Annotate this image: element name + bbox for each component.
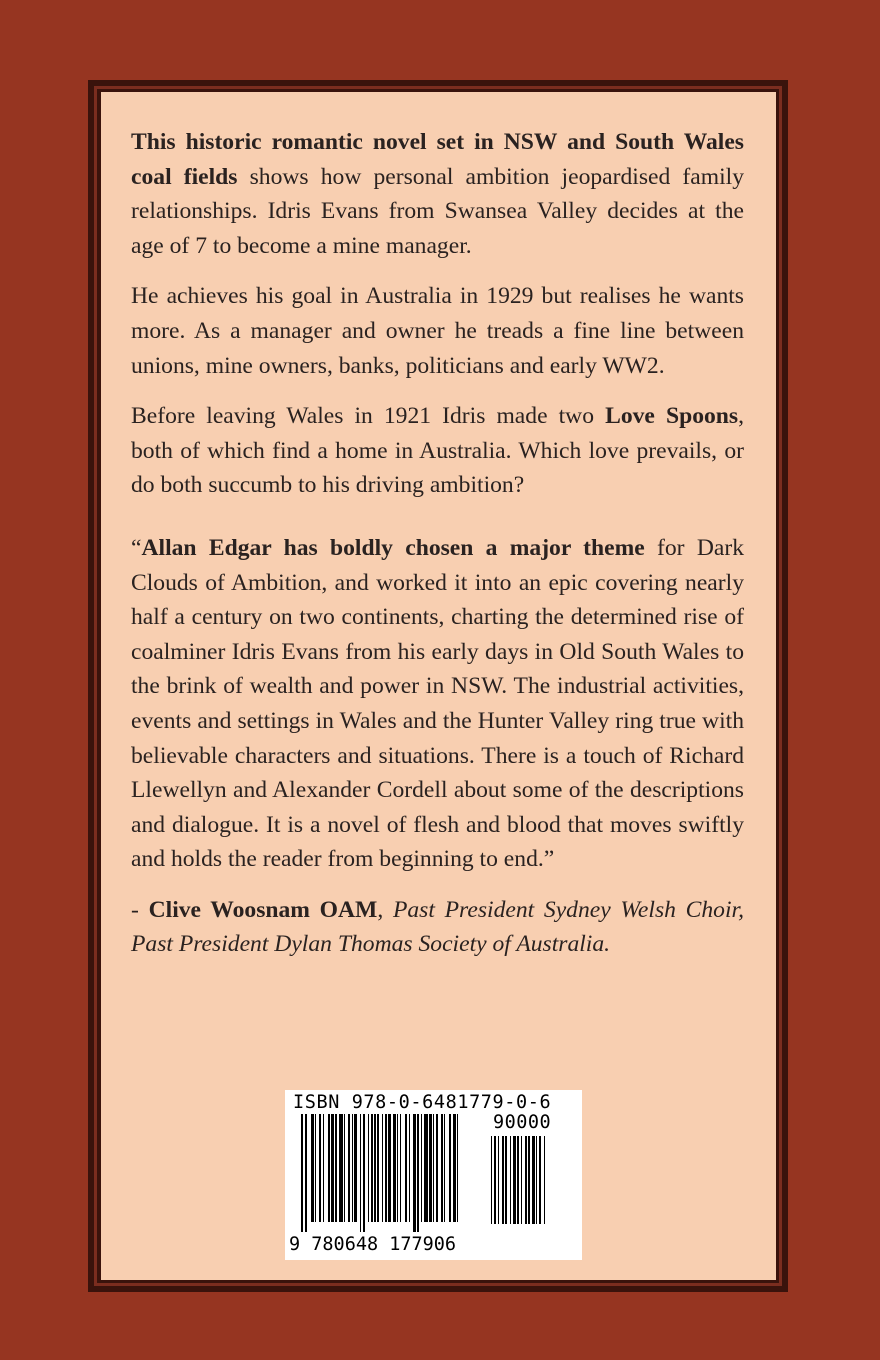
blurb-paragraph-1: This historic romantic novel set in NSW and South Wales coal fields shows how personal ambition jeopardised family relationships. Idris Evans from Swansea Valley decides at the age of 7 to become a mine manager. [131, 129, 745, 259]
barcode-bar [397, 1114, 398, 1222]
barcode-bar [344, 1114, 345, 1222]
addon-barcode-bars [491, 1136, 571, 1224]
barcode-bar [328, 1114, 330, 1222]
ean-barcode-bars [301, 1114, 487, 1232]
barcode-bar [539, 1136, 541, 1224]
barcode-bar [436, 1114, 438, 1222]
blurb-paragraph-2: He achieves his goal in Australia in 1929 but realises he wants more. As a manager and owner he treads a fine line between unions, mine owners, banks, politicians and early WW2. [131, 283, 744, 379]
barcode-bar [374, 1114, 376, 1222]
barcode-bar [371, 1114, 373, 1222]
barcode-bar [385, 1114, 387, 1222]
barcode-bar [449, 1114, 451, 1222]
barcode-bar [360, 1114, 361, 1232]
barcode-bar [429, 1114, 432, 1222]
barcode-bar [544, 1136, 545, 1224]
barcode-bar [301, 1114, 303, 1232]
barcode-bar [335, 1114, 337, 1222]
barcode-bar [331, 1114, 334, 1222]
barcode-bar [525, 1136, 527, 1224]
barcode-bar [388, 1114, 391, 1222]
price-addon-digits: 90000 [493, 1112, 552, 1133]
barcode-bar [494, 1136, 496, 1224]
barcode-bar [433, 1114, 434, 1222]
barcode-bar [510, 1136, 511, 1224]
barcode-bar [352, 1114, 353, 1222]
isbn-barcode [285, 1090, 582, 1260]
barcode-bar [354, 1114, 357, 1222]
barcode-bar [505, 1136, 507, 1224]
barcode-bar [315, 1114, 316, 1222]
blurb-paragraph-3: Before leaving Wales in 1921 Idris made two Love Spoons, both of which find a home in Australia. Which love prevails, or do both succumb to his driving ambition? [131, 403, 744, 499]
barcode-bar [513, 1136, 516, 1224]
cover-text [131, 125, 744, 978]
barcode-bar [491, 1136, 492, 1224]
barcode-bar [393, 1114, 396, 1222]
barcode-bar [521, 1136, 522, 1224]
review-attribution: - Clive Woosnam OAM, Past President Sydney Welsh Choir, Past President Dylan Thomas Society of Australia. [131, 896, 745, 958]
barcode-bar [441, 1114, 443, 1222]
barcode-bar [498, 1136, 499, 1224]
barcode-bar [319, 1114, 321, 1222]
barcode-bar [377, 1114, 379, 1222]
isbn-label: ISBN 978-0-6481779-0-6 [293, 1092, 552, 1113]
barcode-bar [502, 1136, 504, 1224]
barcode-bar [368, 1114, 369, 1222]
barcode-bar [421, 1114, 422, 1222]
barcode-bar [363, 1114, 365, 1232]
barcode-bar [323, 1114, 324, 1222]
barcode-bar [444, 1114, 445, 1222]
barcode-bar [457, 1114, 458, 1222]
review-quote: “Allan Edgar has boldly chosen a major theme for Dark Clouds of Ambition, and worked it into an epic covering nearly half a century on two continents, charting the determined rise of coalminer Idris Evans from his early days in Old South Wales to the brink of wealth and power in NSW. The industrial activities, events and settings in Wales and the Hunter Valley ring true with believable characters and situations. There is a touch of Richard Llewellyn and Alexander Cordell about some of the descriptions and dialogue. It is a novel of flesh and blood that moves swiftly and holds the reader from beginning to end.” [131, 534, 744, 873]
barcode-bar [532, 1136, 535, 1224]
barcode-bar [382, 1114, 383, 1222]
barcode-bar [424, 1114, 428, 1222]
barcode-bar [405, 1114, 407, 1222]
barcode-bar [305, 1114, 307, 1232]
barcode-bar [400, 1114, 401, 1222]
barcode-bar [453, 1114, 456, 1222]
barcode-bar [417, 1114, 419, 1232]
barcode-bar [528, 1136, 530, 1224]
barcode-bar [348, 1114, 350, 1222]
ean-digits: 9 780648 177906 [289, 1234, 457, 1255]
barcode-bar [311, 1114, 314, 1222]
barcode-bar [517, 1136, 519, 1224]
barcode-bar [536, 1136, 537, 1224]
barcode-bar [413, 1114, 416, 1232]
barcode-bar [409, 1114, 410, 1222]
barcode-bar [339, 1114, 343, 1222]
